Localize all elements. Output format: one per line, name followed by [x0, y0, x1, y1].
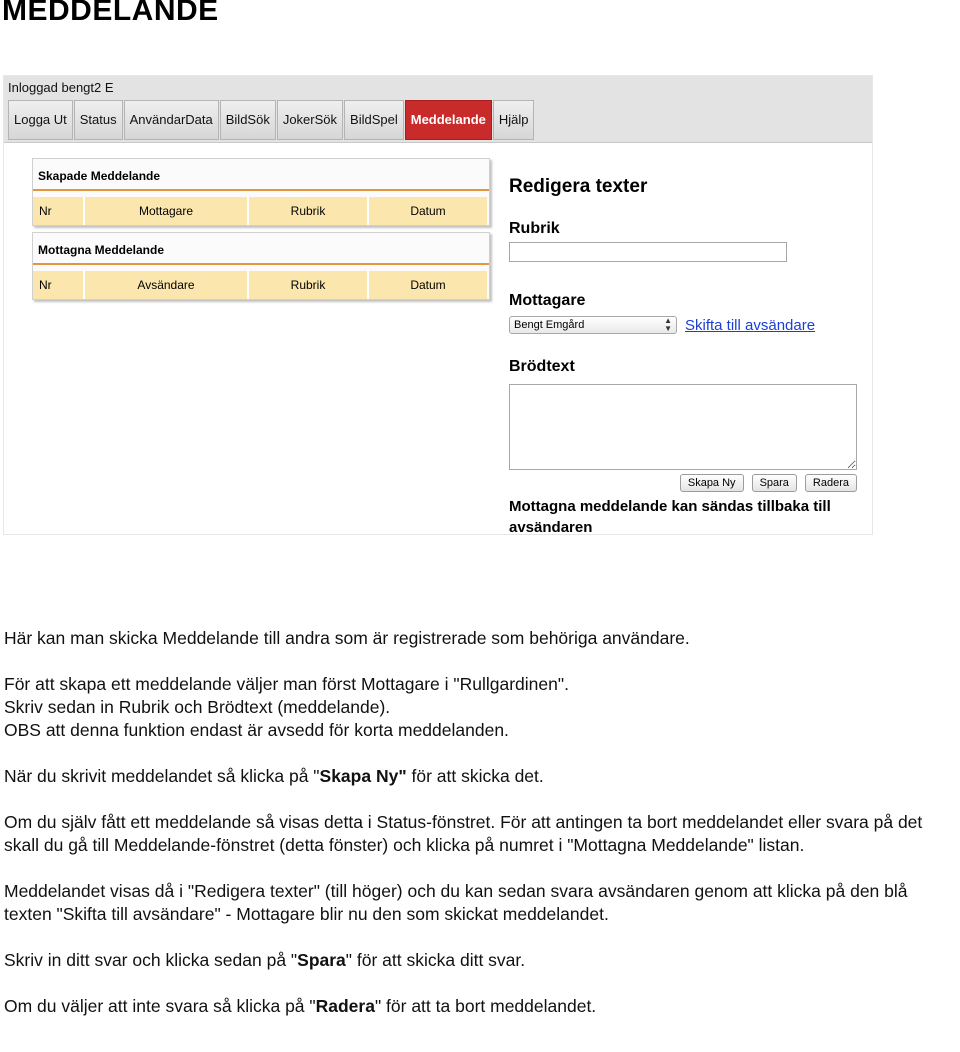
- switch-to-sender-link[interactable]: Skifta till avsändare: [685, 316, 816, 334]
- tab-status[interactable]: Status: [74, 100, 123, 140]
- col-datum[interactable]: Datum: [369, 271, 487, 299]
- paragraph-intro: Här kan man skicka Meddelande till andra som är registrerade som behöriga användare.: [4, 628, 690, 648]
- body-label: Brödtext: [509, 358, 575, 375]
- bold-text: Radera: [315, 996, 375, 1016]
- create-new-button[interactable]: Skapa Ny: [680, 474, 744, 492]
- instructions: [4, 627, 960, 1041]
- app-screenshot: [4, 76, 872, 534]
- paragraph-note: OBS att denna funktion endast är avsedd för korta meddelanden.: [4, 720, 509, 740]
- tab-bar: [8, 100, 535, 140]
- col-datum[interactable]: Datum: [369, 197, 487, 225]
- paragraph-create: För att skapa ett meddelande väljer man först Mottagare i "Rullgardinen".: [4, 674, 569, 694]
- text: " för att ta bort meddelandet.: [374, 996, 597, 1016]
- editor-buttons: [509, 474, 857, 492]
- paragraph-received: Om du själv fått ett meddelande så visas detta i Status-fönstret. För att antingen ta bort meddelandet eller svara på det skall du gå till Meddelande-fönstret (detta fönster) och klicka på numret i "Mottagna Meddelande" listan.: [4, 812, 923, 855]
- received-messages-title: Mottagna Meddelande: [33, 233, 489, 265]
- editor-panel: [509, 176, 869, 538]
- paragraph-save: [4, 949, 960, 972]
- recipient-select[interactable]: [509, 316, 677, 334]
- top-bar: [4, 76, 872, 143]
- col-nr[interactable]: Nr: [33, 197, 85, 225]
- recipient-value: Bengt Emgård: [514, 319, 585, 331]
- bold-text: Spara: [297, 950, 346, 970]
- paragraph-delete: [4, 995, 960, 1018]
- paragraph-write: Skriv sedan in Rubrik och Brödtext (meddelande).: [4, 697, 391, 717]
- message-lists: [32, 158, 490, 306]
- created-messages-title: Skapade Meddelande: [33, 159, 489, 191]
- text: Om du väljer att inte svara så klicka på ": [4, 996, 316, 1016]
- text: " för att skicka ditt svar.: [345, 950, 526, 970]
- login-status: Inloggad bengt2 E: [8, 80, 114, 95]
- text: för att skicka det.: [406, 766, 544, 786]
- subject-input[interactable]: [509, 242, 787, 262]
- received-messages-header: [33, 271, 489, 299]
- col-mottagare[interactable]: Mottagare: [85, 197, 249, 225]
- select-arrows-icon: ▲ ▼: [664, 316, 672, 333]
- delete-button[interactable]: Radera: [805, 474, 857, 492]
- tab-logga-ut[interactable]: Logga Ut: [8, 100, 73, 140]
- col-rubrik[interactable]: Rubrik: [249, 197, 369, 225]
- col-rubrik[interactable]: Rubrik: [249, 271, 369, 299]
- paragraph-send: [4, 765, 960, 788]
- text: När du skrivit meddelandet så klicka på ": [4, 766, 320, 786]
- recipient-label: Mottagare: [509, 292, 586, 309]
- tab-hjalp[interactable]: Hjälp: [493, 100, 535, 140]
- bold-text: Skapa Ny": [319, 766, 407, 786]
- body-textarea[interactable]: [509, 384, 857, 470]
- col-nr[interactable]: Nr: [33, 271, 85, 299]
- save-button[interactable]: Spara: [752, 474, 797, 492]
- col-avsandare[interactable]: Avsändare: [85, 271, 249, 299]
- paragraph-reply: Meddelandet visas då i "Redigera texter" (till höger) och du kan sedan svara avsändaren genom att klicka på den blå texten "Skifta till avsändare" - Mottagare blir nu den som skickat meddelandet.: [4, 881, 908, 924]
- tab-bildsok[interactable]: BildSök: [220, 100, 276, 140]
- tab-anvandardata[interactable]: AnvändarData: [124, 100, 219, 140]
- editor-note: Mottagna meddelande kan sändas tillbaka till avsändaren: [509, 498, 831, 536]
- tab-meddelande[interactable]: Meddelande: [405, 100, 492, 140]
- received-messages-table: [32, 232, 490, 300]
- subject-label: Rubrik: [509, 220, 560, 237]
- text: Skriv in ditt svar och klicka sedan på ": [4, 950, 298, 970]
- created-messages-table: [32, 158, 490, 226]
- tab-jokersok[interactable]: JokerSök: [277, 100, 343, 140]
- tab-bildspel[interactable]: BildSpel: [344, 100, 404, 140]
- created-messages-header: [33, 197, 489, 225]
- editor-title: Redigera texter: [509, 176, 648, 197]
- page-title: MEDDELANDE: [2, 0, 219, 27]
